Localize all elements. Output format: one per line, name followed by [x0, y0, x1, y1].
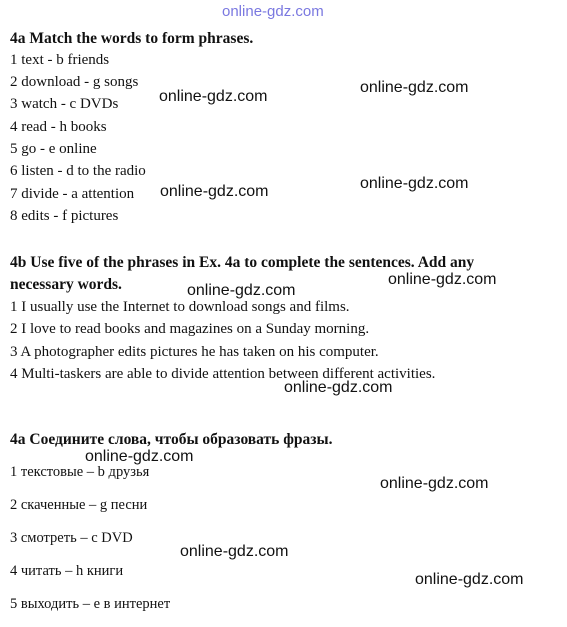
phrase-item: 3 watch - c DVDs: [10, 96, 119, 112]
watermark: online-gdz.com: [388, 271, 497, 288]
sentence-item: 2 I love to read books and magazines on a Sunday morning.: [10, 321, 370, 337]
watermark: online-gdz.com: [160, 183, 269, 200]
ru-phrase-item: 2 скаченные – g песни: [10, 497, 148, 513]
section-4b-heading-line1: 4b Use five of the phrases in Ex. 4a to complete the sentences. Add any: [10, 254, 475, 271]
phrase-item: 8 edits - f pictures: [10, 208, 119, 224]
watermark: online-gdz.com: [180, 543, 289, 560]
phrase-item: 6 listen - d to the radio: [10, 163, 146, 179]
section-4a-ru-heading: 4a Соедините слова, чтобы образовать фразы.: [10, 431, 333, 448]
watermark: online-gdz.com: [85, 448, 194, 465]
ru-phrase-item: 1 текстовые – b друзья: [10, 464, 150, 480]
sentence-item: 1 I usually use the Internet to download songs and films.: [10, 299, 350, 315]
sentence-item: 4 Multi-taskers are able to divide attention between different activities.: [10, 366, 436, 382]
phrase-item: 2 download - g songs: [10, 74, 139, 90]
section-4a-heading: 4a Match the words to form phrases.: [10, 30, 254, 47]
ru-phrase-item: 5 выходить – e в интернет: [10, 596, 171, 612]
ru-phrase-item: 4 читать – h книги: [10, 563, 124, 579]
phrase-item: 1 text - b friends: [10, 52, 110, 68]
watermark: online-gdz.com: [380, 475, 489, 492]
watermark: online-gdz.com: [360, 175, 469, 192]
sentence-item: 3 A photographer edits pictures he has taken on his computer.: [10, 344, 379, 360]
phrase-item: 7 divide - a attention: [10, 186, 135, 202]
ru-phrase-item: 3 смотреть – c DVD: [10, 530, 133, 546]
watermark: online-gdz.com: [360, 79, 469, 96]
section-4b-heading-line2: necessary words.: [10, 276, 122, 293]
watermark: online-gdz.com: [415, 571, 524, 588]
watermark: online-gdz.com: [187, 282, 296, 299]
watermark: online-gdz.com: [159, 88, 268, 105]
watermark: online-gdz.com: [284, 379, 393, 396]
phrase-item: 4 read - h books: [10, 119, 107, 135]
watermark-top: online-gdz.com: [222, 3, 324, 20]
phrase-item: 5 go - e online: [10, 141, 97, 157]
